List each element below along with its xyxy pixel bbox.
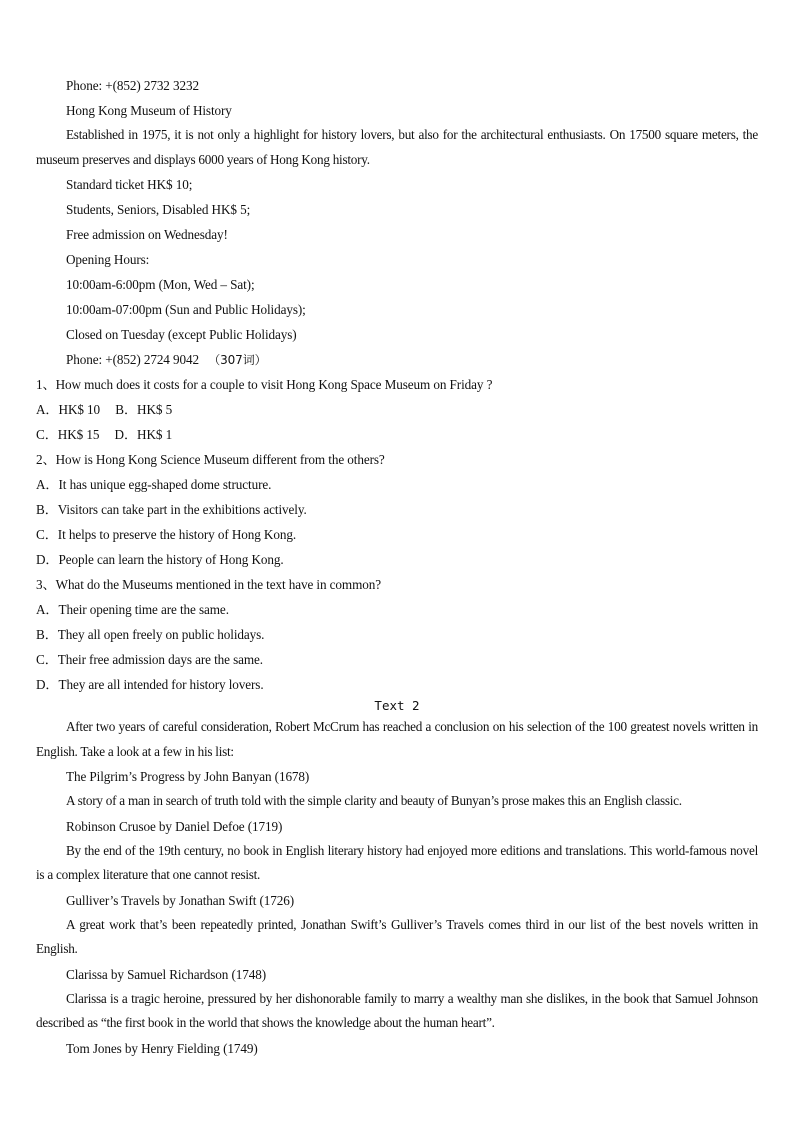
option-text: HK$ 1 <box>137 427 173 442</box>
document-page <box>36 73 758 1061</box>
option-text: Visitors can take part in the exhibitions actively. <box>57 502 307 517</box>
book-title: Clarissa by Samuel Richardson (1748) <box>66 966 267 982</box>
ticket-standard: Standard ticket HK$ 10; <box>66 177 193 192</box>
question-1-options-row-2 <box>36 422 758 447</box>
option-d[interactable] <box>36 672 758 697</box>
question-text: How much does it costs for a couple to visit Hong Kong Space Museum on Friday ? <box>55 377 493 392</box>
option-text: HK$ 5 <box>137 402 173 417</box>
option-a[interactable] <box>36 397 100 422</box>
option-b[interactable] <box>115 397 172 422</box>
option-letter: B． <box>115 402 138 417</box>
option-a[interactable] <box>36 472 758 497</box>
book-title: Robinson Crusoe by Daniel Defoe (1719) <box>66 818 283 834</box>
book-title: Gulliver’s Travels by Jonathan Swift (1726) <box>66 892 295 908</box>
option-text: People can learn the history of Hong Kong. <box>58 552 284 567</box>
museum-phone-line <box>36 347 758 372</box>
option-c[interactable] <box>36 647 758 672</box>
ticket-concession: Students, Seniors, Disabled HK$ 5; <box>66 202 251 217</box>
option-c[interactable] <box>36 422 99 447</box>
option-letter: C． <box>36 527 58 542</box>
question-text: How is Hong Kong Science Museum different from the others? <box>55 452 385 467</box>
option-d[interactable] <box>36 547 758 572</box>
hours-weekday: 10:00am-6:00pm (Mon, Wed – Sat); <box>66 277 255 292</box>
option-text: They all open freely on public holidays. <box>57 627 265 642</box>
museum-phone: Phone: +(852) 2724 9042 <box>66 352 199 367</box>
option-letter: C． <box>36 427 58 442</box>
question-number: 2、 <box>36 452 56 467</box>
option-letter: B． <box>36 502 58 517</box>
option-text: Their opening time are the same. <box>58 602 229 617</box>
option-text: Their free admission days are the same. <box>57 652 263 667</box>
option-text: It helps to preserve the history of Hong Kong. <box>57 527 297 542</box>
option-letter: D． <box>36 677 59 692</box>
option-letter: B． <box>36 627 58 642</box>
question-1-options-row-1 <box>36 397 758 422</box>
book-title: Tom Jones by Henry Fielding (1749) <box>66 1040 258 1056</box>
hours-label: Opening Hours: <box>66 252 150 267</box>
section-heading: Text 2 <box>374 698 420 713</box>
option-letter: A． <box>36 477 59 492</box>
book-description: A great work that’s been repeatedly printed, Jonathan Swift’s Gulliver’s Travels comes third in our list of the best novels written in English. <box>36 916 758 956</box>
museum-description: Established in 1975, it is not only a highlight for history lovers, but also for the architectural enthusiasts. On 17500 square meters, the museum preserves and displays 6000 years of Hong Kong history. <box>36 127 758 167</box>
option-text: HK$ 10 <box>58 402 101 417</box>
option-letter: A． <box>36 402 59 417</box>
hours-sunday: 10:00am-07:00pm (Sun and Public Holidays); <box>66 302 306 317</box>
ticket-free-day: Free admission on Wednesday! <box>66 227 228 242</box>
book-description: A story of a man in search of truth told with the simple clarity and beauty of Bunyan’s prose makes this an English classic. <box>66 793 682 808</box>
space-museum-phone: Phone: +(852) 2732 3232 <box>66 78 199 93</box>
option-letter: A． <box>36 602 59 617</box>
option-text: It has unique egg-shaped dome structure. <box>58 477 272 492</box>
question-text: What do the Museums mentioned in the text have in common? <box>55 577 381 592</box>
question-number: 3、 <box>36 577 56 592</box>
word-count: （307词） <box>208 353 267 367</box>
question-1 <box>36 372 758 397</box>
text2-intro: After two years of careful consideration, Robert McCrum has reached a conclusion on his selection of the 100 greatest novels written in English. Take a look at a few in his list: <box>36 719 758 759</box>
option-letter: C． <box>36 652 58 667</box>
option-c[interactable] <box>36 522 758 547</box>
option-b[interactable] <box>36 497 758 522</box>
option-text: HK$ 15 <box>57 427 100 442</box>
book-title: The Pilgrim’s Progress by John Banyan (1678) <box>66 769 310 784</box>
option-letter: D． <box>114 427 138 442</box>
hours-closed: Closed on Tuesday (except Public Holidays) <box>66 327 297 342</box>
question-2 <box>36 447 758 472</box>
question-number: 1、 <box>36 377 56 392</box>
option-d[interactable] <box>115 422 173 447</box>
book-description: By the end of the 19th century, no book in English literary history had enjoyed more editions and translations. This world-famous novel is a complex literature that one cannot resist. <box>36 842 758 882</box>
museum-name: Hong Kong Museum of History <box>66 103 232 118</box>
option-letter: D． <box>36 552 59 567</box>
option-b[interactable] <box>36 622 758 647</box>
question-3 <box>36 572 758 597</box>
option-a[interactable] <box>36 597 758 622</box>
book-description: Clarissa is a tragic heroine, pressured by her dishonorable family to marry a wealthy man she dislikes, in the book that Samuel Johnson described as “the first book in the world that shows the knowledge about the human heart”. <box>36 990 758 1030</box>
option-text: They are all intended for history lovers. <box>58 677 264 692</box>
